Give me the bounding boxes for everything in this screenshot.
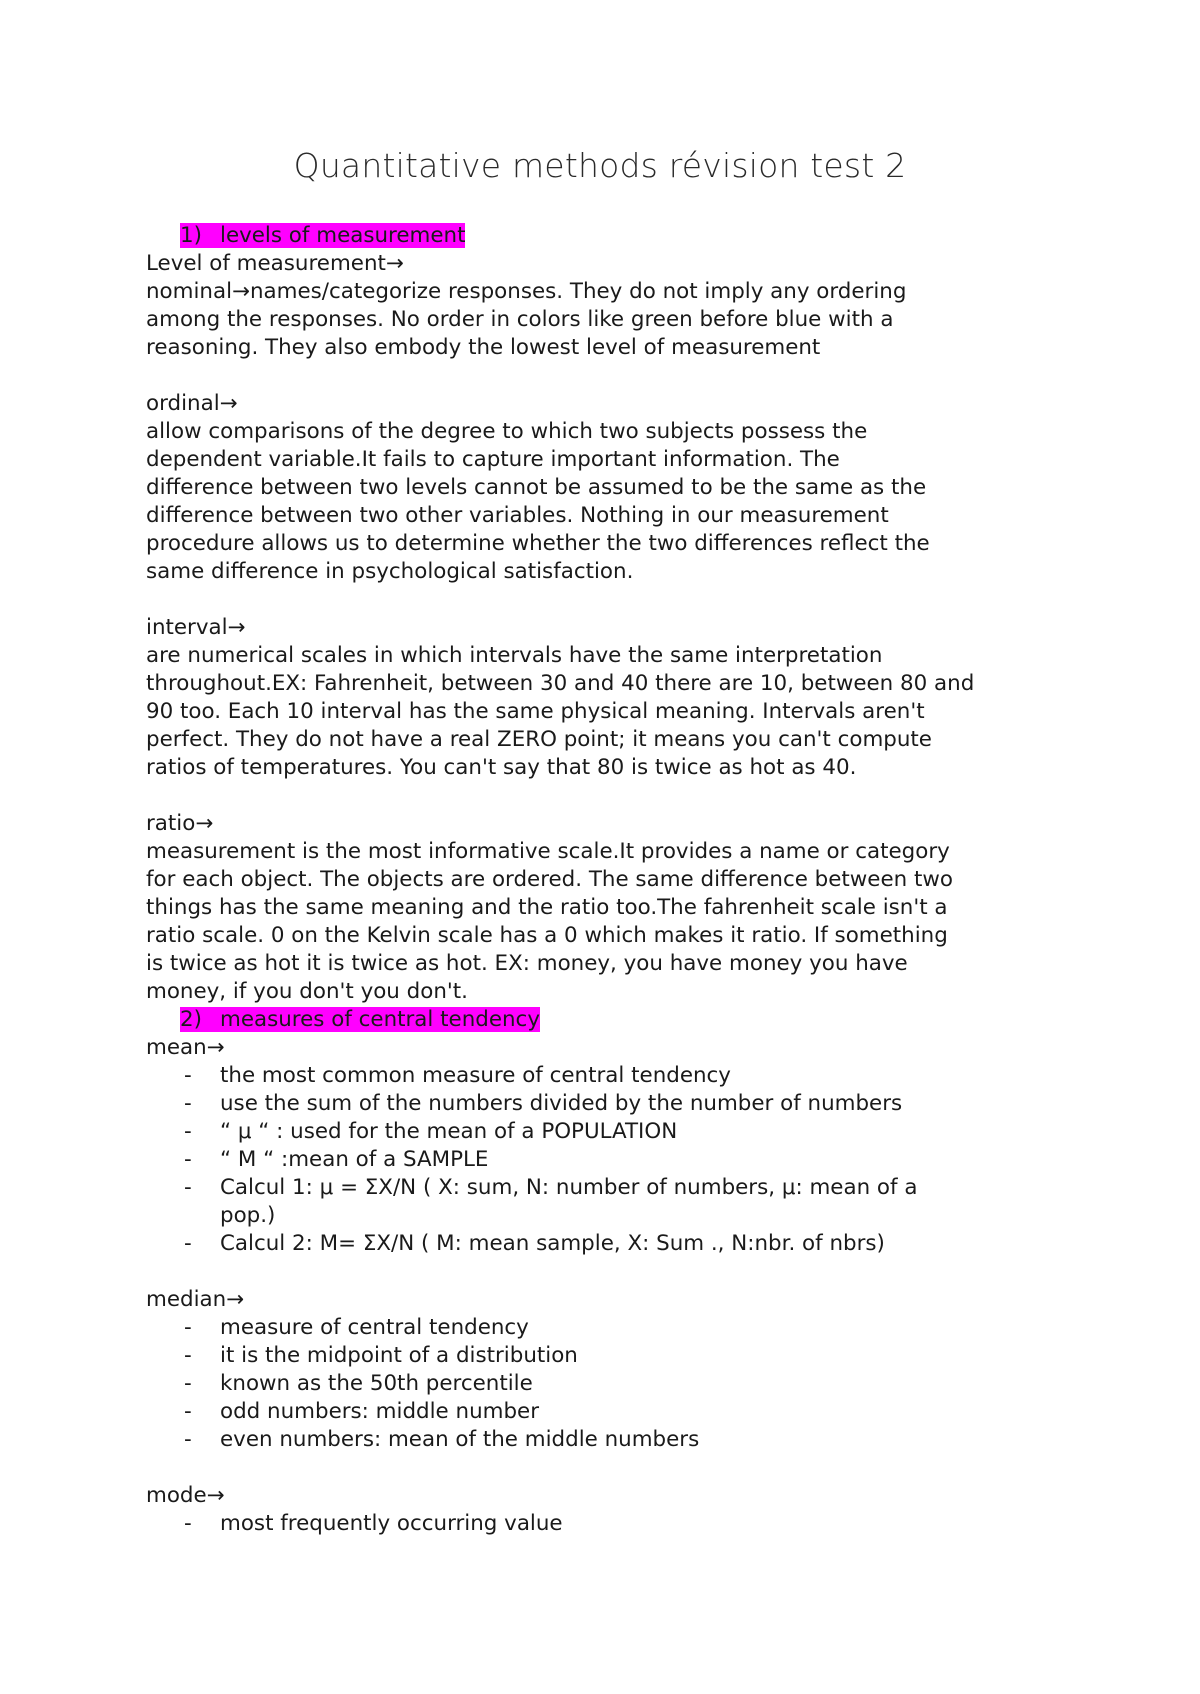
list-item: - measure of central tendency (184, 1315, 529, 1340)
mode-label: mode→ (146, 1483, 225, 1508)
ratio-line: things has the same meaning and the ratio too.The fahrenheit scale isn't a (146, 895, 948, 920)
ratio-line: is twice as hot it is twice as hot. EX: money, you have money you have (146, 951, 908, 976)
list-item: - Calcul 2: M= ΣX/N ( M: mean sample, X: Sum ., N:nbr. of nbrs) (184, 1231, 885, 1256)
median-list (146, 1314, 1066, 1454)
list-item: - most frequently occurring value (184, 1511, 563, 1536)
interval-line: perfect. They do not have a real ZERO point; it means you can't compute (146, 727, 932, 752)
ratio-line: measurement is the most informative scale.It provides a name or category (146, 839, 950, 864)
ratio-label: ratio→ (146, 811, 214, 836)
section-title: measures of central tendency (220, 1007, 540, 1032)
section-heading-central-tendency (146, 1006, 1066, 1034)
ratio-line: money, if you don't you don't. (146, 979, 468, 1004)
nominal-line: nominal→names/categorize responses. They do not imply any ordering (146, 279, 907, 304)
list-item: - odd numbers: middle number (184, 1399, 540, 1424)
list-item: - even numbers: mean of the middle numbers (184, 1427, 700, 1452)
nominal-line: reasoning. They also embody the lowest level of measurement (146, 335, 821, 360)
ratio-line: ratio scale. 0 on the Kelvin scale has a 0 which makes it ratio. If something (146, 923, 948, 948)
ordinal-line: allow comparisons of the degree to which two subjects possess the (146, 419, 868, 444)
section-heading-levels (146, 222, 1066, 250)
document-body (146, 222, 1066, 1538)
ordinal-line: difference between two other variables. Nothing in our measurement (146, 503, 889, 528)
section-number: 2) (180, 1007, 202, 1032)
list-item: - known as the 50th percentile (184, 1371, 533, 1396)
list-item: - “ μ “ : used for the mean of a POPULATION (184, 1119, 678, 1144)
list-item: - Calcul 1: μ = ΣX/N ( X: sum, N: number of numbers, μ: mean of a pop.) (184, 1175, 918, 1228)
interval-line: throughout.EX: Fahrenheit, between 30 and 40 there are 10, between 80 and (146, 671, 975, 696)
ordinal-line: dependent variable.It fails to capture important information. The (146, 447, 840, 472)
interval-line: ratios of temperatures. You can't say that 80 is twice as hot as 40. (146, 755, 857, 780)
interval-label: interval→ (146, 615, 246, 640)
nominal-line: among the responses. No order in colors like green before blue with a (146, 307, 894, 332)
ordinal-line: same difference in psychological satisfaction. (146, 559, 634, 584)
document-title: Quantitative methods révision test 2 (293, 146, 907, 185)
list-item: - it is the midpoint of a distribution (184, 1343, 578, 1368)
ordinal-line: procedure allows us to determine whether the two differences reflect the (146, 531, 930, 556)
section-title: levels of measurement (220, 223, 466, 248)
median-label: median→ (146, 1287, 245, 1312)
mode-list (146, 1510, 1066, 1538)
list-item: - “ M “ :mean of a SAMPLE (184, 1147, 489, 1172)
ratio-line: for each object. The objects are ordered. The same difference between two (146, 867, 953, 892)
interval-line: 90 too. Each 10 interval has the same physical meaning. Intervals aren't (146, 699, 925, 724)
list-item: - use the sum of the numbers divided by the number of numbers (184, 1091, 903, 1116)
section-number: 1) (180, 223, 202, 248)
ordinal-label: ordinal→ (146, 391, 238, 416)
list-item: - the most common measure of central tendency (184, 1063, 731, 1088)
mean-list (146, 1062, 1066, 1258)
interval-line: are numerical scales in which intervals have the same interpretation (146, 643, 883, 668)
level-intro: Level of measurement→ (146, 251, 404, 276)
ordinal-line: difference between two levels cannot be assumed to be the same as the (146, 475, 927, 500)
mean-label: mean→ (146, 1035, 225, 1060)
